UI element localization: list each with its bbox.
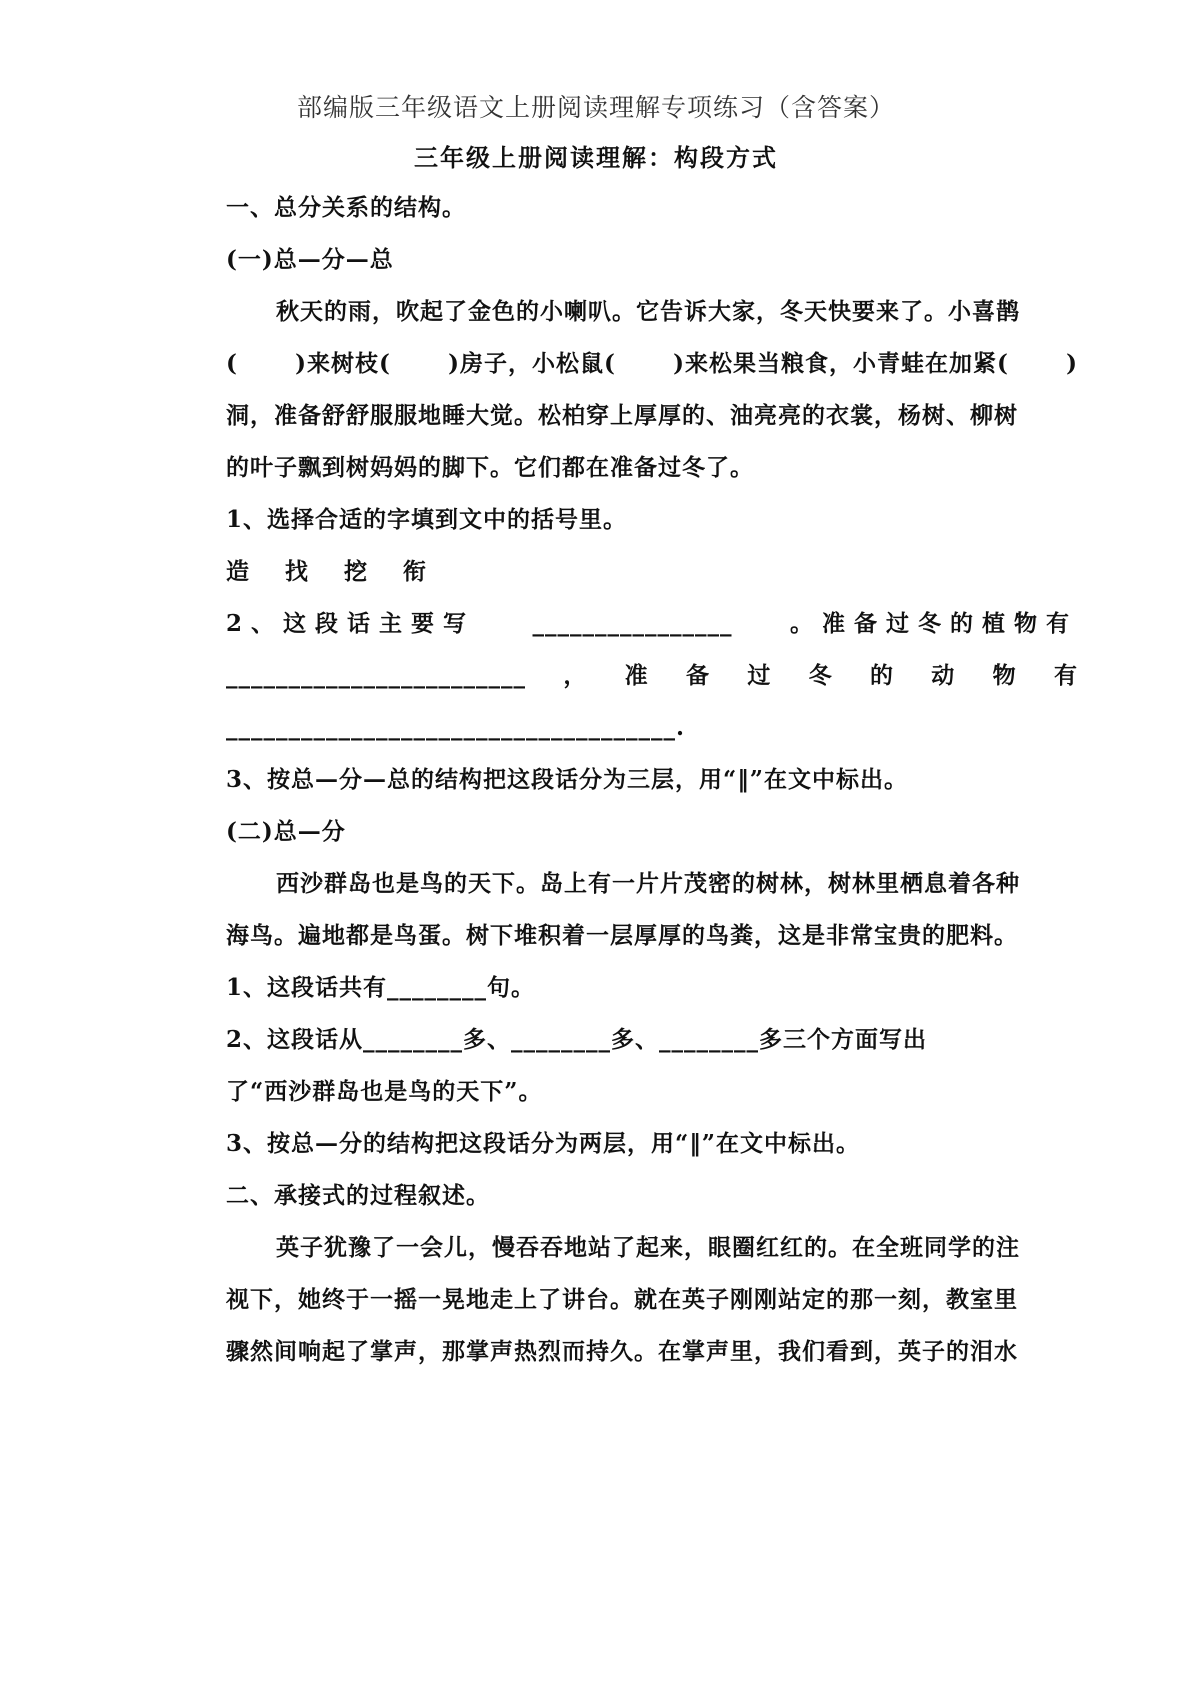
question: 3、按总—分—总的结构把这段话分为三层，用“‖”在文中标出。 <box>226 766 908 793</box>
question: 1、选择合适的字填到文中的括号里。 <box>226 506 628 533</box>
question-fragment: 冬 <box>808 662 833 689</box>
answer-blank: ________________________ <box>226 662 526 689</box>
choice-word: 挖 <box>344 558 369 585</box>
question-fragment: 的 <box>869 662 894 689</box>
passage-fragment: ) <box>1066 350 1078 377</box>
question-fragment: 过 <box>747 662 772 689</box>
question-continued <box>226 650 1078 702</box>
word-choices <box>226 546 1078 598</box>
answer-blank: ________________ <box>532 610 733 637</box>
passage-fragment: )房子，小松鼠( <box>448 350 616 377</box>
question-fragment: 2、这段话主要写 <box>226 610 476 637</box>
question-continued: 了“西沙群岛也是鸟的天下”。 <box>226 1078 543 1105</box>
passage-line: 英子犹豫了一会儿，慢吞吞地站了起来，眼圈红红的。在全班同学的注 <box>276 1234 1020 1261</box>
question: 2、这段话从________多、________多、________多三个方面写出 <box>226 1026 928 1053</box>
passage-line: 海鸟。遍地都是鸟蛋。树下堆积着一层厚厚的鸟粪，这是非常宝贵的肥料。 <box>226 922 1018 949</box>
choice-word: 衔 <box>403 558 428 585</box>
question: 1、这段话共有________句。 <box>226 974 536 1001</box>
question-fragment: 备 <box>685 662 710 689</box>
section-heading: 二、承接式的过程叙述。 <box>226 1182 490 1209</box>
question-fragment: 动 <box>931 662 956 689</box>
passage-fragment: )来树枝( <box>295 350 391 377</box>
passage-line: 西沙群岛也是鸟的天下。岛上有一片片茂密的树林，树林里栖息着各种 <box>276 870 1020 897</box>
document-header: 部编版三年级语文上册阅读理解专项练习（含答案） <box>296 93 895 122</box>
question <box>226 598 1078 650</box>
answer-blank: ____________________________________. <box>226 714 686 741</box>
subsection-heading: (二)总—分 <box>226 818 346 845</box>
question-fragment: ， <box>563 662 588 689</box>
passage-fragment: )来松果当粮食，小青蛙在加紧( <box>673 350 1009 377</box>
passage-line: 视下，她终于一摇一晃地走上了讲台。就在英子刚刚站定的那一刻，教室里 <box>226 1286 1018 1313</box>
question-fragment: 。准备过冬的植物有 <box>789 610 1078 637</box>
question-fragment: 物 <box>992 662 1017 689</box>
passage-line: 的叶子飘到树妈妈的脚下。它们都在准备过冬了。 <box>226 454 754 481</box>
passage-line: 秋天的雨，吹起了金色的小喇叭。它告诉大家，冬天快要来了。小喜鹊 <box>276 298 1020 325</box>
subsection-heading: (一)总—分—总 <box>226 246 394 273</box>
section-heading: 一、总分关系的结构。 <box>226 194 466 221</box>
question-fragment: 有 <box>1053 662 1078 689</box>
passage-fragment: ( <box>226 350 238 377</box>
question: 3、按总—分的结构把这段话分为两层，用“‖”在文中标出。 <box>226 1130 860 1157</box>
worksheet-content <box>226 182 1078 1378</box>
worksheet-title: 三年级上册阅读理解：构段方式 <box>414 143 778 172</box>
choice-word: 造 <box>226 558 250 585</box>
passage-line: 骤然间响起了掌声，那掌声热烈而持久。在掌声里，我们看到，英子的泪水 <box>226 1338 1018 1365</box>
choice-word: 找 <box>285 558 310 585</box>
passage-line: 洞，准备舒舒服服地睡大觉。松柏穿上厚厚的、油亮亮的衣裳，杨树、柳树 <box>226 402 1018 429</box>
question-fragment: 准 <box>624 662 649 689</box>
passage-line-blanks <box>226 338 1078 390</box>
